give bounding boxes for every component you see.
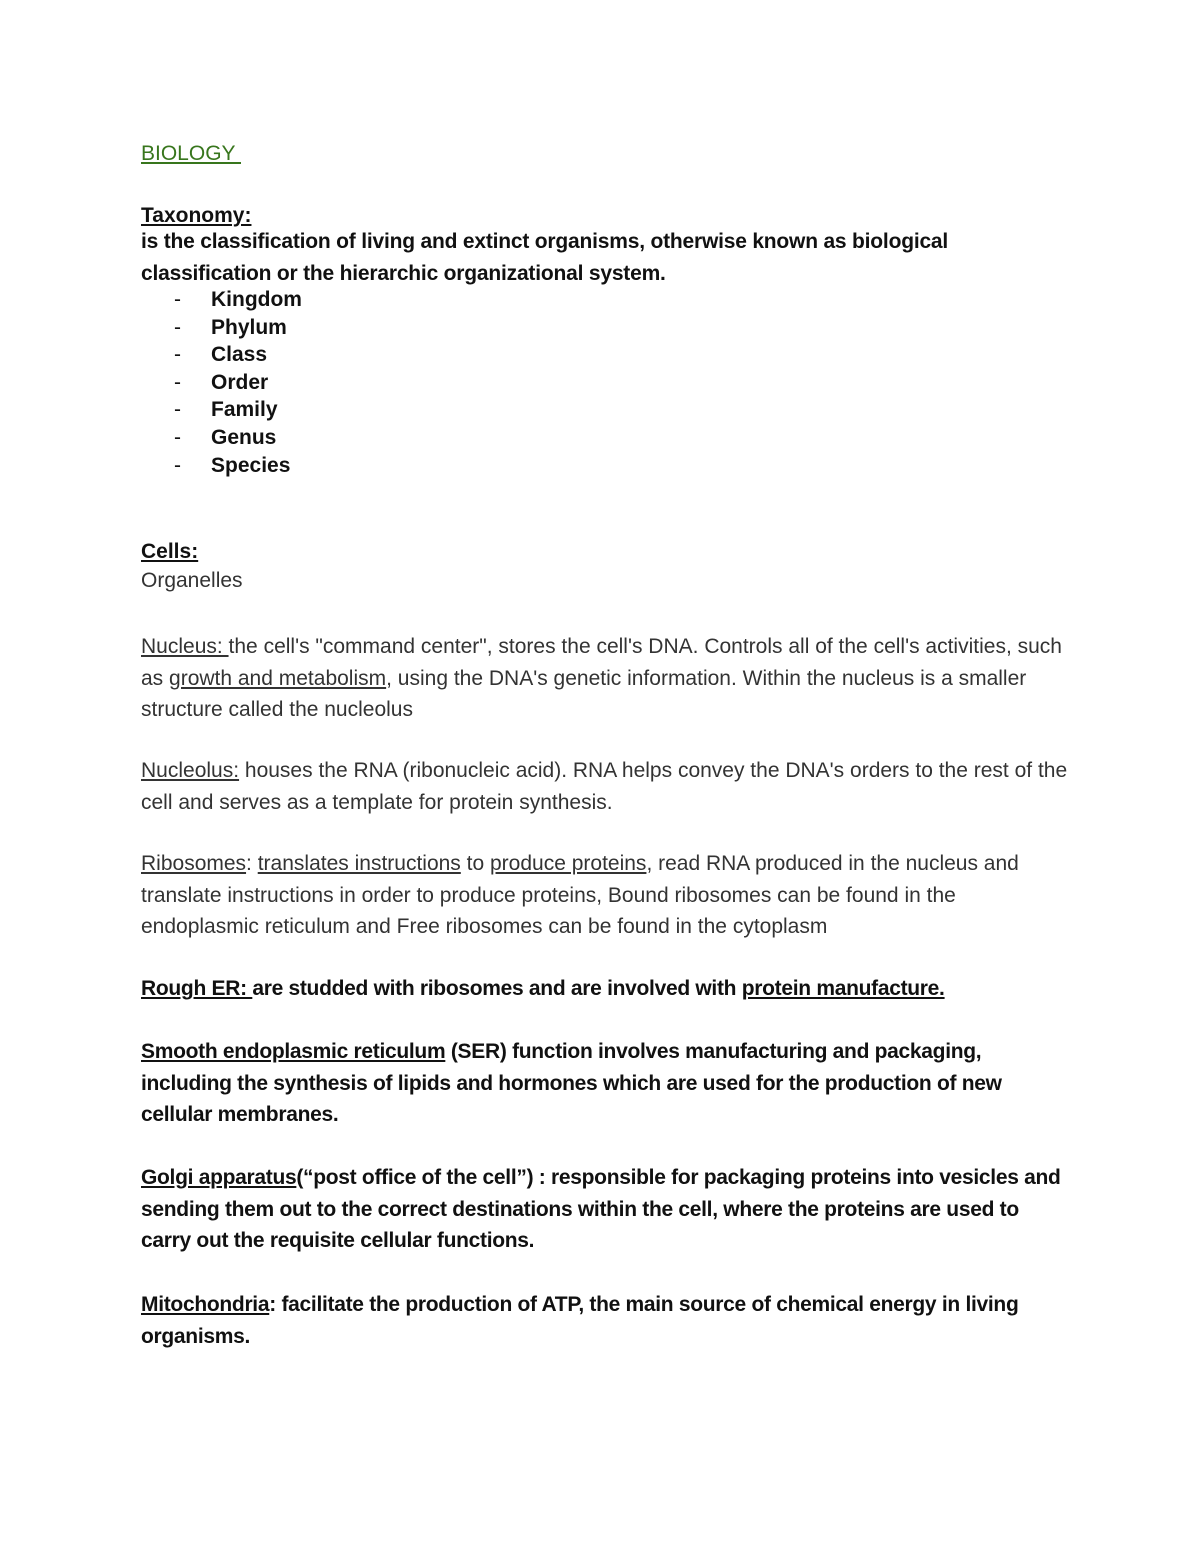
- rank-label: Kingdom: [211, 288, 302, 311]
- taxonomy-definition: [141, 226, 1071, 290]
- smooth-er-paragraph: [141, 1036, 1071, 1131]
- rank-label: Genus: [211, 425, 277, 449]
- golgi-text: (“post office of the cell”) : responsible for packaging proteins into vesicles and sending them out to the correct destinations within the cell, where the proteins are used to carry out the requisite cellular functions.: [141, 1166, 1061, 1252]
- dash-bullet: -: [174, 425, 181, 449]
- translates-instructions-link: translates instructions: [257, 852, 461, 875]
- nucleolus-paragraph: [141, 755, 1071, 818]
- rank-label: Family: [211, 398, 278, 422]
- rough-er-text: are studded with ribosomes and are involved with: [252, 977, 742, 1000]
- nucleolus-text: houses the RNA (ribonucleic acid). RNA helps convey the DNA's orders to the rest of the cell and serves as a template for protein synthesis.: [141, 759, 1068, 814]
- dash-bullet: -: [174, 453, 181, 477]
- nucleolus-term: Nucleolus:: [141, 759, 240, 782]
- rank-label: Order: [211, 370, 269, 394]
- golgi-term: Golgi apparatus: [141, 1166, 297, 1189]
- list-item: [141, 369, 1071, 397]
- rough-er-term: Rough ER:: [141, 977, 253, 1000]
- list-item: [141, 396, 1071, 424]
- smooth-er-term: Smooth endoplasmic reticulum: [141, 1040, 446, 1063]
- taxonomy-definition-line-2: classification or the hierarchic organizational system.: [141, 262, 666, 285]
- golgi-paragraph: [141, 1162, 1071, 1257]
- nucleus-text-1: the cell's "command center", stores the cell's DNA. Controls all of the cell's activities, such as: [141, 635, 1062, 690]
- rank-label: Phylum: [211, 315, 287, 339]
- dash-bullet: -: [174, 370, 181, 394]
- list-item: [141, 286, 1071, 314]
- nucleus-text-2: , using the DNA's genetic information. Within the nucleus is a smaller structure called the nucleolus: [141, 666, 1027, 721]
- taxonomy-section: [141, 204, 1071, 479]
- organelles-subheading: Organelles: [141, 569, 243, 592]
- ribosomes-sep-2: to: [460, 852, 490, 875]
- cells-section: [141, 540, 1071, 596]
- taxonomy-rank-list: [141, 286, 1071, 479]
- produce-proteins-link: produce proteins: [490, 852, 647, 875]
- ribosomes-text: , read RNA produced in the nucleus and translate instructions in order to produce proteins, Bound ribosomes can be found in the endoplasmic reticulum and Free ribosomes can be found in the cytoplasm: [141, 852, 1019, 938]
- dash-bullet: -: [174, 343, 181, 367]
- cells-heading: Cells:: [141, 540, 199, 563]
- taxonomy-definition-line-1: is the classification of living and extinct organisms, otherwise known as biological: [141, 230, 949, 253]
- ribosomes-paragraph: [141, 848, 1071, 943]
- dash-bullet: -: [174, 288, 181, 311]
- nucleus-term: Nucleus:: [141, 635, 229, 658]
- dash-bullet: -: [174, 315, 181, 339]
- rough-er-paragraph: [141, 973, 1071, 1005]
- list-item: [141, 452, 1071, 480]
- growth-metabolism-link: growth and metabolism: [169, 666, 387, 690]
- list-item: [141, 314, 1071, 342]
- dash-bullet: -: [174, 398, 181, 422]
- list-item: [141, 424, 1071, 452]
- rank-label: Class: [211, 343, 268, 367]
- mitochondria-paragraph: [141, 1289, 1071, 1352]
- mitochondria-term: Mitochondria: [141, 1293, 270, 1316]
- smooth-er-text: (SER) function involves manufacturing and packaging, including the synthesis of lipids and hormones which are used for the production of new cellular membranes.: [141, 1040, 1002, 1126]
- ribosomes-sep-1: :: [246, 852, 258, 875]
- protein-manufacture-link: protein manufacture.: [741, 977, 945, 1000]
- list-item: [141, 341, 1071, 369]
- taxonomy-heading: Taxonomy:: [141, 204, 252, 227]
- nucleus-paragraph: [141, 631, 1071, 726]
- ribosomes-term: Ribosomes: [141, 852, 247, 875]
- rank-label: Species: [211, 453, 291, 477]
- document-title: BIOLOGY: [141, 142, 241, 165]
- mitochondria-text: : facilitate the production of ATP, the main source of chemical energy in living organisms.: [141, 1293, 1019, 1348]
